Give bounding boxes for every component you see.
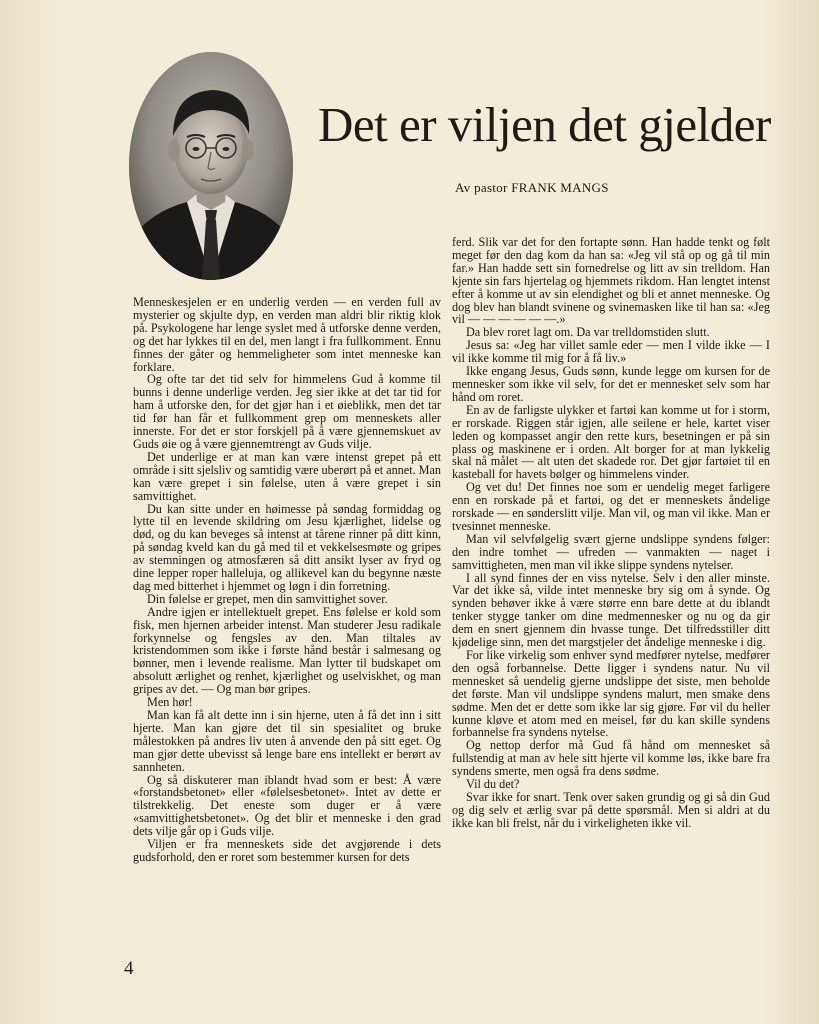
paragraph: ferd. Slik var det for den fortapte sønn. Han hadde tenkt og følt meget før den dag kom da han sa: «Jeg vil stå op og gå til min far.» Han hadde sett sin fornedrelse og litt av sin trelldom. Han kjente sin fars hjertelag og hjemmets rikdom. Han lengtet intenst efter å komme ut av sin elendighet og bli et annet menneske. Og dog blev han blandt svinene og svinemasken like til han sa: «Jeg vil — — — — — —.» [452, 235, 770, 327]
article-title: Det er viljen det gjelder [318, 97, 771, 152]
paragraph: Det underlige er at man kan være intenst grepet på ett område i sitt sjelsliv og samtidig være uberørt på et annet. Man kan være grepet i sin følelse, uten å være grepet i sin samvittighet. [133, 449, 442, 503]
paragraph: Da blev roret lagt om. Da var trelldomstiden slutt. [466, 325, 710, 340]
paragraph: Viljen er fra menneskets side det avgjørende i dets gudsforhold, den er roret som bestemmer kursen for dets [133, 837, 441, 864]
paragraph: Ikke engang Jesus, Guds sønn, kunde legge om kursen for de mennesker som ikke vil selv, for det er mennesket selv som har hånd om roret. [452, 364, 770, 404]
page-number: 4 [124, 958, 134, 979]
paragraph: Man vil selvfølgelig svært gjerne undslippe syndens følger: den indre tomhet — ufreden — vanmakten — naget i samvittigheten, men man vil ikke slippe syndens nytelser. [452, 531, 770, 572]
paragraph: I all synd finnes der en viss nytelse. Selv i den aller minste. Var det ikke så, vilde intet menneske bry sig om å synde. Og synden behøver ikke å være større enn bare dette at du iblandt tenker stygge tanker om dine medmennesker og nu og da gir dem en snert gjennem din hvasse tunge. Det tilfredsstiller ditt kjødelige sinn, men det margstjeler det åndelige menneske i dig. [452, 570, 770, 650]
paragraph: Du kan sitte under en høimesse på søndag formiddag og lytte til en levende skildring om Jesu kjærlighet, lidelse og død, og du kan beveges så intenst at tårene rinner på ditt kinn, på søndag kveld kan du gå med til et vekkelsesmøte og gripes av stemningen og atmosfæren så ditt ansikt lyser av fryd og dine lepper roper halleluja, og allikevel kan du begynne næste dag med bitterhet i hjemmet og løgn i din forretning. [133, 501, 441, 593]
portrait-illustration [129, 52, 293, 280]
author-portrait [129, 52, 293, 280]
paragraph: Man kan få alt dette inn i sin hjerne, uten å få det inn i sitt hjerte. Man kan gjøre det til sin spesialitet og bruke målestokken på andres liv uten å anvende den på sitt eget. Og man gjør dette ubevisst så lenge bare ens intellekt er berørt av sannheten. [133, 708, 441, 774]
paragraph: Og vet du! Det finnes noe som er uendelig meget farligere enn en rorskade på et fartøi, og det er menneskets åndelige rorskade — en sønderslitt vilje. Man vil, og man vil ikke. Man er tvesinnet menneske. [452, 480, 770, 533]
right-column [452, 236, 770, 830]
paragraph: Vil du det? [466, 777, 520, 792]
paragraph: Menneskesjelen er en underlig verden — en verden full av mysterier og skjulte dyp, en verden man aldri blir riktig klok på. Psykologene har lenge syslet med å utforske denne verden, og det har lykkes til en del, men langt i fra fullkomment. Ennu finnes der gåter og hemmeligheter som intet menneske kan forklare. [133, 295, 441, 374]
paragraph: Men hør! [147, 695, 193, 710]
left-column [133, 296, 441, 864]
paragraph: Andre igjen er intellektuelt grepet. Ens følelse er kold som fisk, men hjernen arbeider intenst. Man studerer Jesu radikale forkynnelse og fengsles av den. Man tiltales av kristendommen som ikke i første hånd består i salmesang og bønner, men i levende realisme. Man lytter til budskapet om absolutt ærlighet og renhet, kjærlighet og uselviskhet, og man gripes av det. — Og man bør gripes. [133, 604, 441, 697]
paragraph: Og nettop derfor må Gud få hånd om mennesket så fullstendig at man av hele sitt hjerte vil komme løs, ikke bare fra syndens smerte, men også fra dens sødme. [452, 738, 770, 779]
paragraph: Og så diskuterer man iblandt hvad som er best: Å være «forstandsbetonet» eller «følelsesbetonet». Intet av dette er tilstrekkelig. Det eneste som duger er å være «samvittighetsbetonet». Og det blir et menneske i den grad dets vilje går op i Guds vilje. [133, 772, 441, 839]
paragraph: For like virkelig som enhver synd medfører nytelse, medfører den også forbannelse. Dette ligger i syndens natur. Nu vil mennesket så uendelig gjerne undslippe det siste, men beholde det første. Man vil undslippe syndens malurt, men smake dens sødme. Men det er dette som ikke lar sig gjøre. Før vil du heller kunne kløve et atom med en meisel, før du kan skille syndens forbannelse fra syndens nytelse. [452, 648, 770, 740]
paragraph: Jesus sa: «Jeg har villet samle eder — men I vilde ikke — I vil ikke komme til mig for å få liv.» [452, 338, 770, 366]
paragraph: Og ofte tar det tid selv for himmelens Gud å komme til bunns i denne underlige verden. Jeg sier ikke at det tar tid for ham å utforske den, for det gjør han i et øieblikk, men det tar tid før han får et fullkomment grep om menneskets aller innerste. For det er stor forskjell på å være gjennemskuet av Guds øie og å være gjennemtrengt av Guds vilje. [133, 372, 441, 451]
paragraph: Svar ikke for snart. Tenk over saken grundig og gi så din Gud og dig selv et ærlig svar på dette spørsmål. Men si aldri at du ikke kan bli frelst, når du i virkeligheten ikke vil. [452, 789, 770, 830]
paragraph: Din følelse er grepet, men din samvittighet sover. [147, 591, 388, 606]
paragraph: En av de farligste ulykker et fartøi kan komme ut for i storm, er rorskade. Riggen står igjen, alle seilene er hele, kartet viser leden og kompasset angir den rette kurs, besetningen er på sin plass og maskinene er i orden. Alt borger for at man lykkelig skal nå målet — alt uten det skadede ror. Det gjør fartøiet til en kasteball for havets bølger og himmelens vinder. [452, 402, 770, 482]
article-byline: Av pastor FRANK MANGS [455, 180, 609, 195]
